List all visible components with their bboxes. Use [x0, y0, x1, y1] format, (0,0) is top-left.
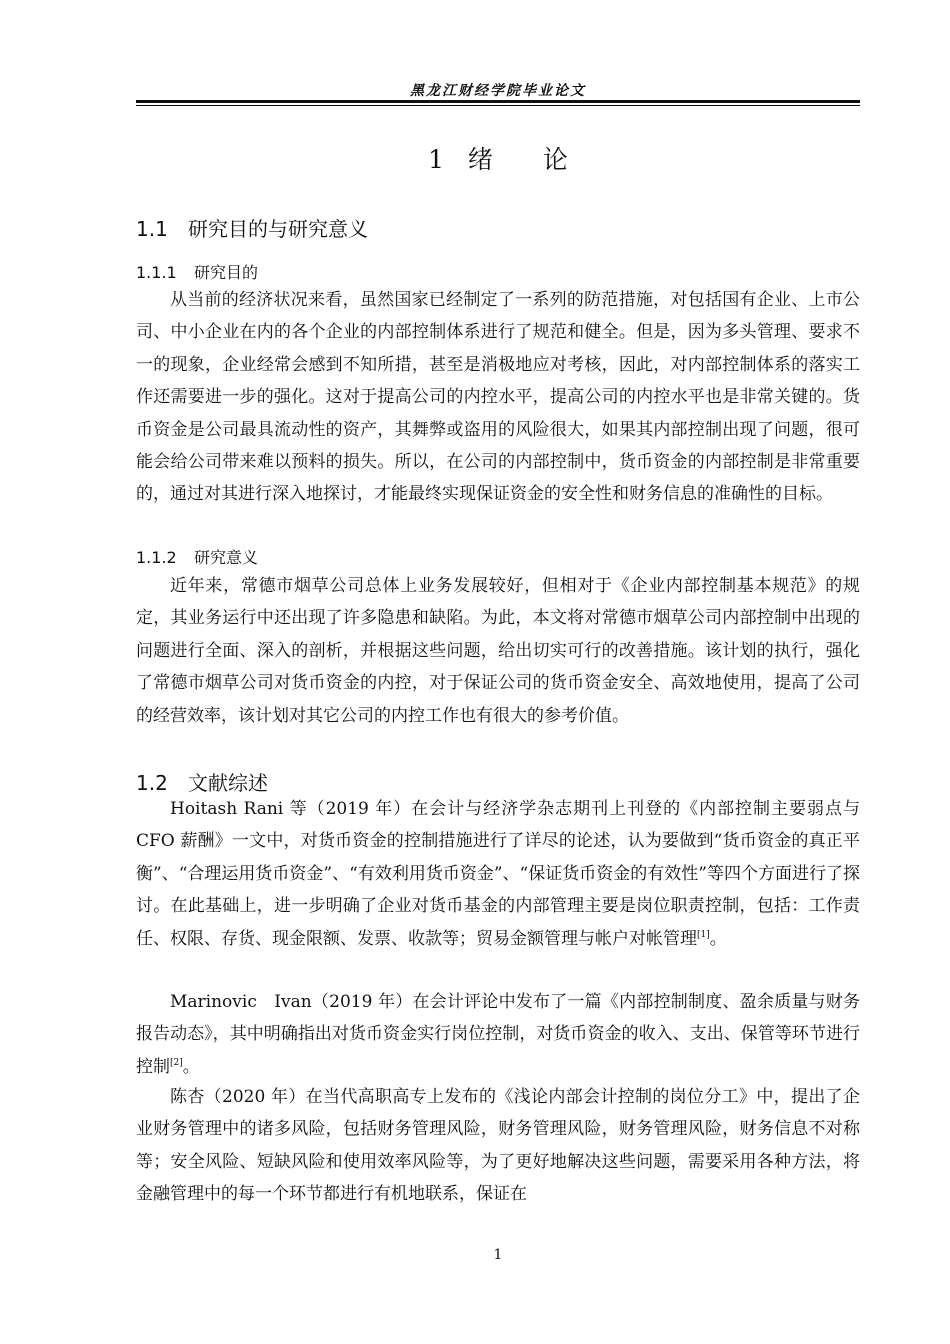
subsection-heading-1-1-2 [136, 545, 258, 568]
paragraph-tail: 。 [182, 1056, 200, 1077]
paragraph-literature-marinovic [136, 986, 860, 1083]
subsection-number: 1.1.2 [136, 548, 177, 567]
chapter-heading [136, 140, 860, 176]
section-title: 文献综述 [188, 771, 268, 795]
subsection-title: 研究目的 [194, 263, 259, 282]
paragraph-literature-hoitash [136, 793, 877, 955]
running-header: 黑龙江财经学院毕业论文 [410, 83, 586, 99]
subsection-number: 1.1.1 [136, 263, 177, 282]
section-number: 1.1 [136, 217, 168, 241]
paragraph-text: Hoitash Rani 等（2019 年）在会计与经济学杂志期刊上刊登的《内部控制主要弱点与 CFO 薪酬》一文中，对货币资金的控制措施进行了详尽的论述，认为要做到“货币资金的真正平衡”、“合理运用货币资金”、“有效利用货币资金”、“保证货币资金的有效性”等四个方面进行了探讨。在此基础上，进一步明确了企业对货币基金的内部管理主要是岗位职责控制，包括：工作责任、权限、存货、现金限额、发票、收款等；贸易金额管理与帐户对帐管理 [136, 799, 877, 949]
citation-ref: [2] [170, 1057, 183, 1068]
chapter-number: 1 [428, 145, 445, 174]
paragraph-text: Marinovic Ivan（2019 年）在会计评论中发布了一篇《内部控制制度、盈余质量与财务报告动态》，其中明确指出对货币资金实行岗位控制，对货币资金的收入、支出、保管等环节进行控制 [136, 992, 860, 1077]
section-number: 1.2 [136, 771, 168, 795]
paragraph-research-significance: 近年来，常德市烟草公司总体上业务发展较好，但相对于《企业内部控制基本规范》的规定，其业务运行中还出现了许多隐患和缺陷。为此，本文将对常德市烟草公司内部控制中出现的问题进行全面、深入的剖析，并根据这些问题，给出切实可行的改善措施。该计划的执行，强化了常德市烟草公司对货币资金的内控，对于保证公司的货币资金安全、高效地使用，提高了公司的经营效率，该计划对其它公司的内控工作也有很大的参考价值。 [136, 576, 860, 726]
paragraph-literature-chenxing: 陈杏（2020 年）在当代高职高专上发布的《浅论内部会计控制的岗位分工》中，提出了企业财务管理中的诸多风险，包括财务管理风险，财务管理风险，财务管理风险，财务信息不对称等；安全风险、短缺风险和使用效率风险等，为了更好地解决这些问题，需要采用各种方法，将金融管理中的每一个环节都进行有机地联系，保证在 [136, 1087, 860, 1205]
chapter-title: 绪 论 [467, 145, 568, 174]
paragraph-research-purpose: 从当前的经济状况来看，虽然国家已经制定了一系列的防范措施，对包括国有企业、上市公司、中小企业在内的各个企业的内部控制体系进行了规范和健全。但是，因为多头管理、要求不一的现象，企业经常会感到不知所措，甚至是消极地应对考核，因此，对内部控制体系的落实工作还需要进一步的强化。这对于提高公司的内控水平，提高公司的内控水平也是非常关键的。货币资金是公司最具流动性的资产，其舞弊或盗用的风险很大，如果其内部控制出现了问题，很可能会给公司带来难以预料的损失。所以，在公司的内部控制中，货币资金的内部控制是非常重要的，通过对其进行深入地探讨，才能最终实现保证资金的安全性和财务信息的准确性的目标。 [136, 290, 860, 505]
header-rule-thick [136, 100, 860, 103]
page-number: 1 [493, 1247, 503, 1263]
header-rule-thin [136, 105, 860, 106]
paragraph-tail: 。 [709, 928, 727, 949]
section-title: 研究目的与研究意义 [188, 217, 368, 241]
section-heading-1-1 [136, 213, 368, 242]
subsection-heading-1-1-1 [136, 260, 258, 283]
citation-ref: [1] [697, 929, 710, 940]
subsection-title: 研究意义 [194, 548, 259, 567]
section-heading-1-2 [136, 767, 268, 796]
